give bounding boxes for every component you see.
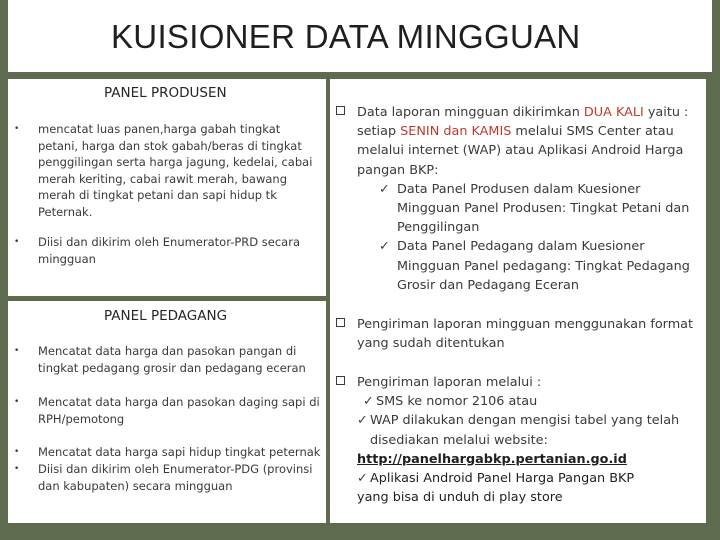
bullet-icon: •	[14, 397, 20, 407]
check-item-text: WAP dilakukan dengan mengisi tabel yang telah disediakan melalui website:	[370, 413, 680, 448]
block-text: Pengiriman laporan melalui :	[357, 375, 542, 390]
bullet-icon: •	[14, 346, 20, 356]
bullet-icon: •	[14, 447, 20, 457]
check-icon: ✓	[363, 394, 374, 410]
list-item-text: Diisi dan dikirim oleh Enumerator-PDG (provinsi dan kabupaten) secara mingguan	[38, 462, 313, 493]
block-text: yang bisa di unduh di play store	[357, 490, 563, 506]
bullet-icon: •	[14, 464, 20, 474]
list-item	[14, 234, 322, 267]
list-item	[14, 461, 322, 494]
info-block-format	[336, 315, 702, 353]
check-item	[357, 411, 702, 449]
bullet-icon: •	[14, 237, 20, 247]
list-item-text: mencatat luas panen,harga gabah tingkat petani, harga dan stok gabah/beras di tingkat penggilingan serta harga jagung, kedelai, cabai merah keriting, cabai rawit merah, bawang merah di tingkat petani dan sapi hidup tk Peternak.	[38, 122, 313, 219]
check-item-text: Aplikasi Android Panel Harga Pangan BKP	[370, 471, 635, 487]
panel-pedagang-heading: PANEL PEDAGANG	[104, 308, 228, 324]
highlight-dua-kali: DUA KALI	[583, 105, 644, 120]
bullet-icon: •	[14, 124, 20, 134]
check-icon: ✓	[379, 239, 390, 255]
checkbox-bullet-icon	[336, 106, 345, 115]
list-item-text: Mencatat data harga sapi hidup tingkat peternak	[38, 445, 321, 459]
checkbox-bullet-icon	[336, 376, 345, 385]
check-icon: ✓	[357, 471, 368, 487]
list-item-text: Mencatat data harga dan pasokan daging sapi di RPH/pemotong	[38, 395, 320, 426]
title-bar	[8, 0, 712, 72]
block-text: Pengiriman laporan mingguan menggunakan format yang sudah ditentukan	[357, 317, 694, 352]
block-text: melalui SMS Center atau melalui internet (WAP) atau Aplikasi Android Harga pangan BKP:	[357, 124, 684, 178]
panel-produsen-heading: PANEL PRODUSEN	[104, 85, 227, 101]
check-item	[357, 237, 702, 295]
list-item	[14, 394, 322, 427]
page-title: KUISIONER DATA MINGGUAN	[111, 18, 581, 55]
highlight-senin-kamis: SENIN dan KAMIS	[400, 124, 512, 140]
list-item	[14, 121, 322, 221]
info-block-media	[336, 373, 702, 507]
list-item-text: Mencatat data harga dan pasokan pangan di tingkat pedagang grosir dan pedagang eceran	[38, 344, 306, 375]
website-link[interactable]: http://panelhargabkp.pertanian.go.id	[357, 451, 627, 467]
check-item-text: SMS ke nomor 2106 atau	[376, 394, 538, 410]
block-text: yaitu : setiap	[357, 105, 689, 140]
check-item-text: Data Panel Pedagang dalam Kuesioner Mingguan Panel pedagang: Tingkat Pedagang Grosir dan Pedagang Eceran	[397, 239, 690, 293]
list-item	[14, 343, 322, 376]
check-icon: ✓	[357, 413, 368, 429]
check-item	[357, 180, 702, 238]
check-item	[363, 392, 702, 411]
check-icon: ✓	[379, 181, 390, 197]
check-item-text: Data Panel Produsen dalam Kuesioner Mingguan Panel Produsen: Tingkat Petani dan Penggilingan	[397, 181, 690, 236]
info-block-jadwal	[336, 103, 702, 295]
check-item	[357, 469, 702, 488]
list-item-text: Diisi dan dikirim oleh Enumerator-PRD secara mingguan	[38, 235, 300, 266]
block-text: Data laporan mingguan dikirimkan	[357, 105, 584, 120]
checkbox-bullet-icon	[336, 318, 345, 327]
panel-pedagang	[8, 301, 326, 523]
panel-produsen	[8, 79, 326, 296]
list-item	[14, 444, 322, 461]
panel-pengiriman	[330, 79, 706, 523]
